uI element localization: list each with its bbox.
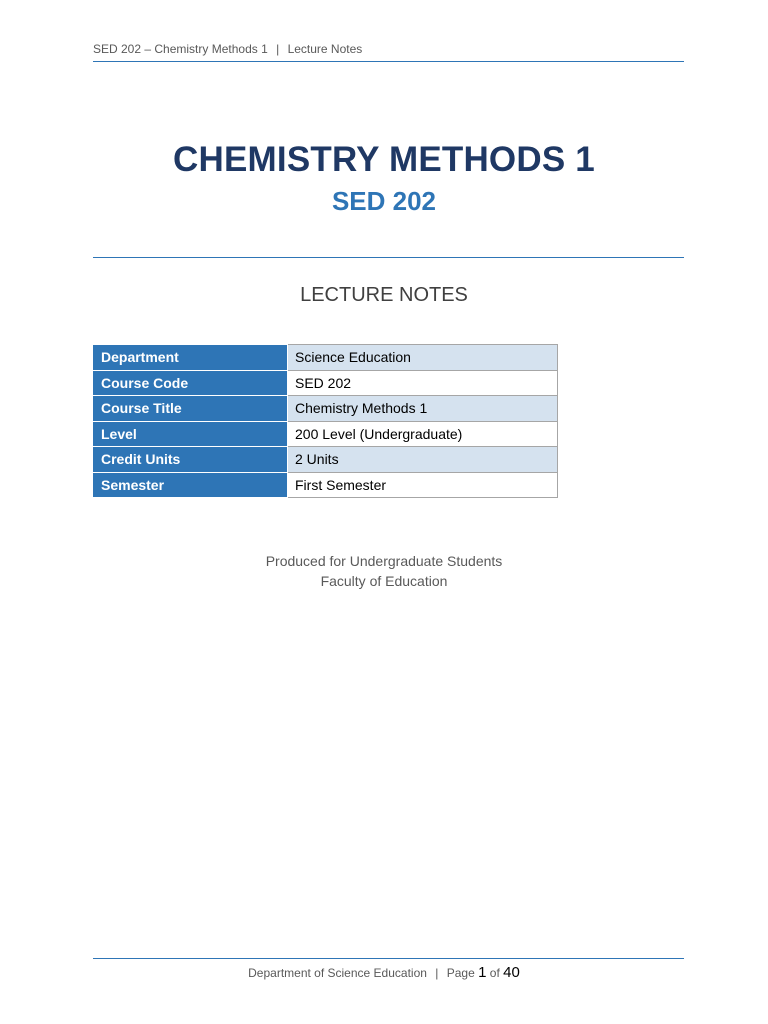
page-footer [0, 964, 768, 981]
footer-of-label: of [489, 966, 500, 980]
row-value: First Semester [288, 472, 558, 498]
total-pages: 40 [503, 964, 520, 981]
table-row [94, 370, 558, 396]
row-label: Course Title [94, 396, 288, 422]
page-number: 1 [478, 964, 487, 981]
row-label: Course Code [94, 370, 288, 396]
row-label: Semester [94, 472, 288, 498]
running-header [93, 42, 684, 62]
table-row [94, 396, 558, 422]
row-value: 2 Units [288, 447, 558, 473]
footer-department: Department of Science Education [248, 966, 427, 980]
table-row [94, 447, 558, 473]
production-note [0, 551, 768, 591]
header-doc-type: Lecture Notes [287, 42, 363, 56]
row-label: Credit Units [94, 447, 288, 473]
header-separator: | [276, 42, 280, 56]
footer-separator: | [435, 966, 439, 980]
course-info-table [93, 344, 558, 498]
row-value: SED 202 [288, 370, 558, 396]
course-code-subtitle: SED 202 [331, 186, 437, 216]
row-value: Science Education [288, 345, 558, 371]
section-heading: LECTURE NOTES [300, 284, 468, 306]
document-title: CHEMISTRY METHODS 1 [173, 140, 595, 179]
table-row [94, 345, 558, 371]
row-label: Department [94, 345, 288, 371]
table-row [94, 472, 558, 498]
row-label: Level [94, 421, 288, 447]
footer-page-label: Page [446, 966, 475, 980]
header-course: SED 202 – Chemistry Methods 1 [93, 42, 268, 56]
row-value: 200 Level (Undergraduate) [288, 421, 558, 447]
title-divider [93, 257, 684, 258]
table-row [94, 421, 558, 447]
footer-divider [93, 958, 684, 959]
row-value: Chemistry Methods 1 [288, 396, 558, 422]
production-audience: Produced for Undergraduate Students [265, 553, 503, 569]
production-faculty: Faculty of Education [320, 573, 448, 589]
